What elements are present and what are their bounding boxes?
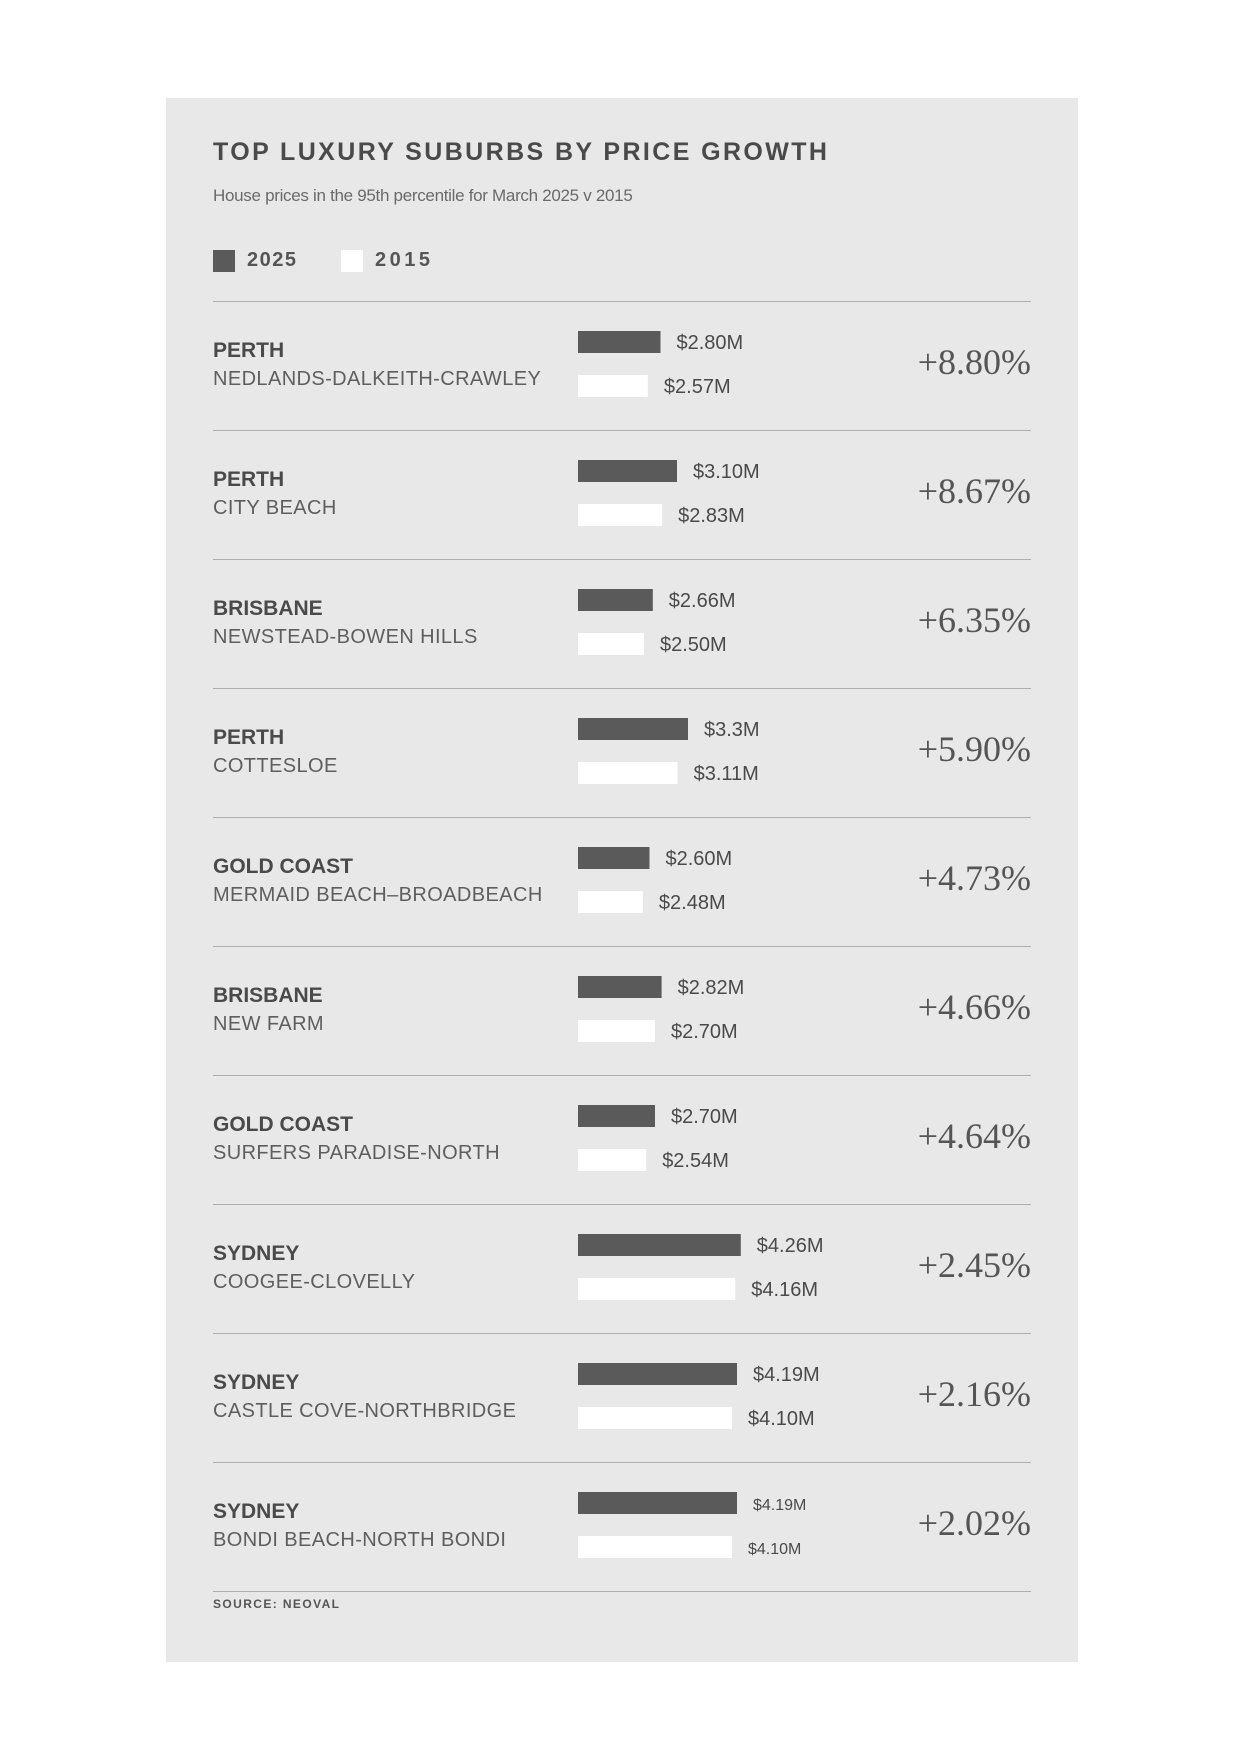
- bar-2025-label: $4.26M: [756, 1235, 824, 1257]
- table-row: [213, 559, 1031, 688]
- row-suburb: MERMAID BEACH–BROADBEACH: [213, 884, 543, 906]
- row-suburb: CITY BEACH: [213, 497, 337, 519]
- row-suburb: NEW FARM: [213, 1013, 324, 1035]
- growth-percent: +2.16%: [917, 1374, 1031, 1414]
- row-city: BRISBANE: [213, 597, 323, 620]
- bar-2015-label: $2.83M: [678, 505, 745, 527]
- legend-swatch-2025: [213, 250, 235, 272]
- table-row: [213, 1333, 1031, 1462]
- bar-pair: [213, 688, 893, 817]
- bar-2015-label: $2.57M: [663, 376, 731, 398]
- chart-title: TOP LUXURY SUBURBS BY PRICE GROWTH: [213, 138, 830, 166]
- row-divider: [213, 817, 1031, 818]
- row-city: SYDNEY: [213, 1242, 300, 1265]
- bar-2015-label: $4.10M: [748, 1408, 815, 1430]
- bar-2025-label: $3.10M: [693, 461, 760, 483]
- row-divider: [213, 946, 1031, 947]
- bar-2025-label: $2.60M: [665, 848, 733, 870]
- bar-2015: [578, 633, 644, 655]
- table-row: [213, 688, 1031, 817]
- bar-pair: [213, 301, 893, 430]
- row-suburb: NEDLANDS-DALKEITH-CRAWLEY: [213, 368, 542, 390]
- row-suburb: CASTLE COVE-NORTHBRIDGE: [213, 1400, 517, 1422]
- row-divider: [213, 559, 1031, 560]
- bar-2015: [578, 1407, 732, 1429]
- bar-2015: [578, 762, 678, 784]
- bar-pair: [213, 1204, 893, 1333]
- row-city: SYDNEY: [213, 1371, 300, 1394]
- row-suburb: SURFERS PARADISE-NORTH: [213, 1142, 500, 1164]
- growth-percent: +8.67%: [917, 471, 1031, 511]
- bar-2025-label: $2.70M: [671, 1106, 738, 1128]
- legend-label-2015: 2015: [375, 249, 434, 271]
- table-row: [213, 1462, 1031, 1591]
- bar-2015: [578, 1149, 646, 1171]
- bar-2025: [578, 1234, 741, 1256]
- bar-2025: [578, 1105, 655, 1127]
- chart-panel: [166, 98, 1078, 1662]
- row-divider: [213, 1075, 1031, 1076]
- growth-percent: +4.73%: [917, 858, 1031, 898]
- row-divider: [213, 688, 1031, 689]
- row-city: PERTH: [213, 339, 285, 362]
- row-suburb: COTTESLOE: [213, 755, 338, 777]
- bar-2015-label: $2.54M: [662, 1150, 729, 1172]
- bar-2015: [578, 1020, 655, 1042]
- bar-2015: [578, 1536, 732, 1558]
- bar-pair: [213, 1462, 893, 1591]
- bar-2025: [578, 589, 653, 611]
- bar-2025: [578, 718, 688, 740]
- row-divider: [213, 1204, 1031, 1205]
- bar-2015: [578, 375, 648, 397]
- table-row: [213, 430, 1031, 559]
- bar-2015-label: $2.50M: [660, 634, 727, 656]
- bar-2025: [578, 1492, 737, 1514]
- bar-2025-label: $4.19M: [753, 1497, 807, 1514]
- row-divider: [213, 430, 1031, 431]
- growth-percent: +5.90%: [917, 729, 1031, 769]
- bar-pair: [213, 430, 893, 559]
- bar-2025-label: $2.66M: [668, 590, 736, 612]
- bar-pair: [213, 1333, 893, 1462]
- row-suburb: NEWSTEAD-BOWEN HILLS: [213, 626, 478, 648]
- bar-pair: [213, 559, 893, 688]
- chart-subtitle: House prices in the 95th percentile for March 2025 v 2015: [213, 186, 633, 205]
- table-row: [213, 1204, 1031, 1333]
- growth-percent: +4.66%: [917, 987, 1031, 1027]
- row-city: BRISBANE: [213, 984, 323, 1007]
- legend-swatch-2015: [341, 250, 363, 272]
- row-city: PERTH: [213, 468, 285, 491]
- row-city: SYDNEY: [213, 1500, 300, 1523]
- row-divider: [213, 301, 1031, 302]
- row-divider: [213, 1333, 1031, 1334]
- table-row: [213, 817, 1031, 946]
- bar-2025-label: $2.82M: [677, 977, 745, 999]
- table-row: [213, 301, 1031, 430]
- bar-2025: [578, 847, 650, 869]
- bar-2015-label: $2.48M: [658, 892, 726, 914]
- row-suburb: COOGEE-CLOVELLY: [213, 1271, 416, 1293]
- table-row: [213, 946, 1031, 1075]
- bar-2015-label: $4.10M: [748, 1541, 802, 1558]
- row-divider: [213, 1462, 1031, 1463]
- bar-2015: [578, 1278, 735, 1300]
- bar-2015: [578, 504, 662, 526]
- growth-percent: +6.35%: [917, 600, 1031, 640]
- bar-2025: [578, 460, 677, 482]
- bar-2025-label: $4.19M: [753, 1364, 820, 1386]
- legend-label-2025: 2025: [247, 249, 298, 271]
- row-city: GOLD COAST: [213, 1113, 353, 1136]
- bar-pair: [213, 817, 893, 946]
- growth-percent: +2.02%: [917, 1503, 1031, 1543]
- table-row: [213, 1075, 1031, 1204]
- bar-2015: [578, 891, 643, 913]
- source-note: SOURCE: NEOVAL: [213, 1597, 341, 1611]
- bar-2025-label: $2.80M: [676, 332, 744, 354]
- growth-percent: +8.80%: [917, 342, 1031, 382]
- bar-2025: [578, 331, 661, 353]
- growth-percent: +2.45%: [917, 1245, 1031, 1285]
- bar-pair: [213, 946, 893, 1075]
- bar-pair: [213, 1075, 893, 1204]
- row-city: GOLD COAST: [213, 855, 353, 878]
- bar-2025-label: $3.3M: [704, 719, 760, 741]
- row-divider: [213, 1591, 1031, 1592]
- bar-2015-label: $4.16M: [751, 1279, 819, 1301]
- bar-2025: [578, 976, 662, 998]
- bar-2025: [578, 1363, 737, 1385]
- bar-2015-label: $3.11M: [693, 763, 759, 785]
- growth-percent: +4.64%: [917, 1116, 1031, 1156]
- row-city: PERTH: [213, 726, 285, 749]
- row-suburb: BONDI BEACH-NORTH BONDI: [213, 1529, 507, 1551]
- bar-2015-label: $2.70M: [671, 1021, 738, 1043]
